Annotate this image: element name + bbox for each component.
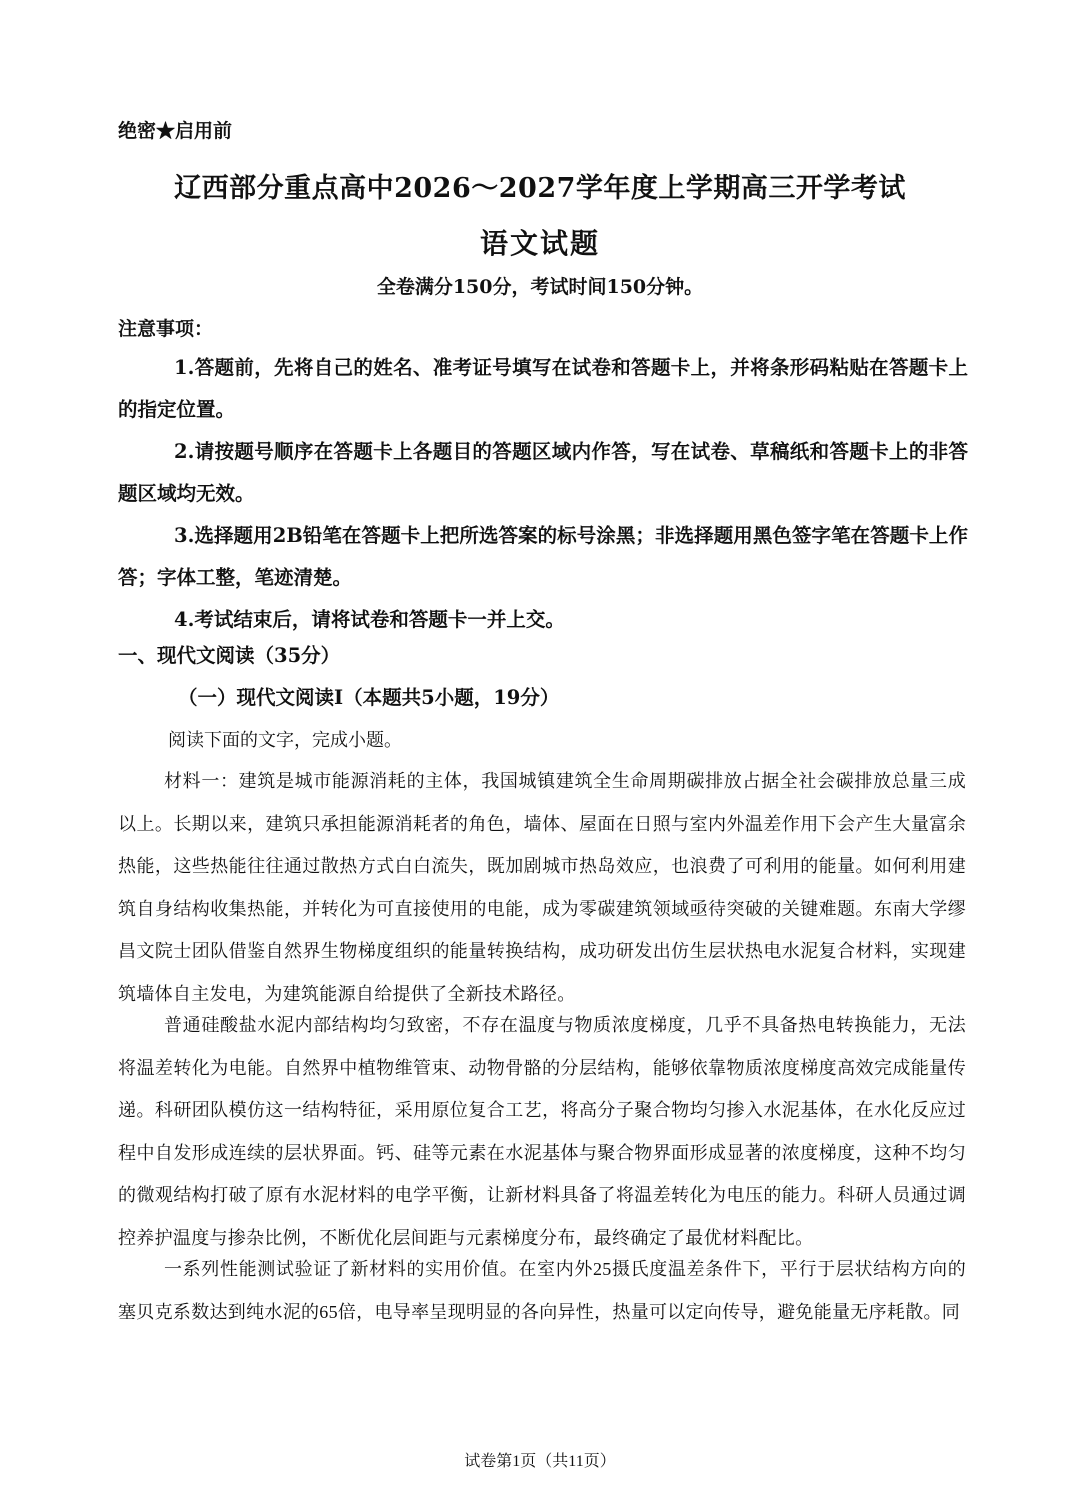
notes-heading: 注意事项：: [118, 318, 214, 340]
subsection-heading: （一）现代文阅读I（本题共5小题，19分）: [178, 686, 560, 709]
passage-paragraph: 一系列性能测试验证了新材料的实用价值。在室内外25摄氏度温差条件下，平行于层状结构方向的塞贝克系数达到纯水泥的65倍，电导率呈现明显的各向异性，热量可以定向传导，避免能量无序耗散。同: [118, 1259, 966, 1322]
exam-title: 辽西部分重点高中2026～2027学年度上学期高三开学考试: [174, 173, 906, 204]
confidential-label: 绝密★启用前: [118, 120, 233, 142]
notice-item: 3.选择题用2B铅笔在答题卡上把所选答案的标号涂黑；非选择题用黑色签字笔在答题卡上作答；字体工整，笔迹清楚。: [118, 524, 968, 589]
notice-item: 4.考试结束后，请将试卷和答题卡一并上交。: [174, 608, 565, 631]
passage-paragraph: 普通硅酸盐水泥内部结构均匀致密，不存在温度与物质浓度梯度，几乎不具备热电转换能力，无法将温差转化为电能。自然界中植物维管束、动物骨骼的分层结构，能够依靠物质浓度梯度高效完成能量传递。科研团队模仿这一结构特征，采用原位复合工艺，将高分子聚合物均匀掺入水泥基体，在水化反应过程中自发形成连续的层状界面。钙、硅等元素在水泥基体与聚合物界面形成显著的浓度梯度，这种不均匀的微观结构打破了原有水泥材料的电学平衡，让新材料具备了将温差转化为电压的能力。科研人员通过调控养护温度与掺杂比例，不断优化层间距与元素梯度分布，最终确定了最优材料配比。: [118, 1015, 966, 1248]
subject-title: 语文试题: [479, 227, 600, 260]
page-footer: 试卷第1页（共11页）: [464, 1453, 616, 1470]
score-time-line: 全卷满分150分，考试时间150分钟。: [376, 276, 704, 298]
section-heading: 一、现代文阅读（35分）: [118, 644, 341, 667]
passage-paragraph: 材料一：建筑是城市能源消耗的主体，我国城镇建筑全生命周期碳排放占据全社会碳排放总量三成以上。长期以来，建筑只承担能源消耗者的角色，墙体、屋面在日照与室内外温差作用下会产生大量富余热能，这些热能往往通过散热方式白白流失，既加剧城市热岛效应，也浪费了可利用的能量。如何利用建筑自身结构收集热能，并转化为可直接使用的电能，成为零碳建筑领域亟待突破的关键难题。东南大学缪昌文院士团队借鉴自然界生物梯度组织的能量转换结构，成功研发出仿生层状热电水泥复合材料，实现建筑墙体自主发电，为建筑能源自给提供了全新技术路径。: [118, 771, 966, 1004]
reading-instruction: 阅读下面的文字，完成小题。: [168, 730, 402, 750]
notice-item: 2.请按题号顺序在答题卡上各题目的答题区域内作答，写在试卷、草稿纸和答题卡上的非答题区域均无效。: [118, 440, 968, 505]
notice-item: 1.答题前，先将自己的姓名、准考证号填写在试卷和答题卡上，并将条形码粘贴在答题卡上的指定位置。: [118, 356, 968, 421]
